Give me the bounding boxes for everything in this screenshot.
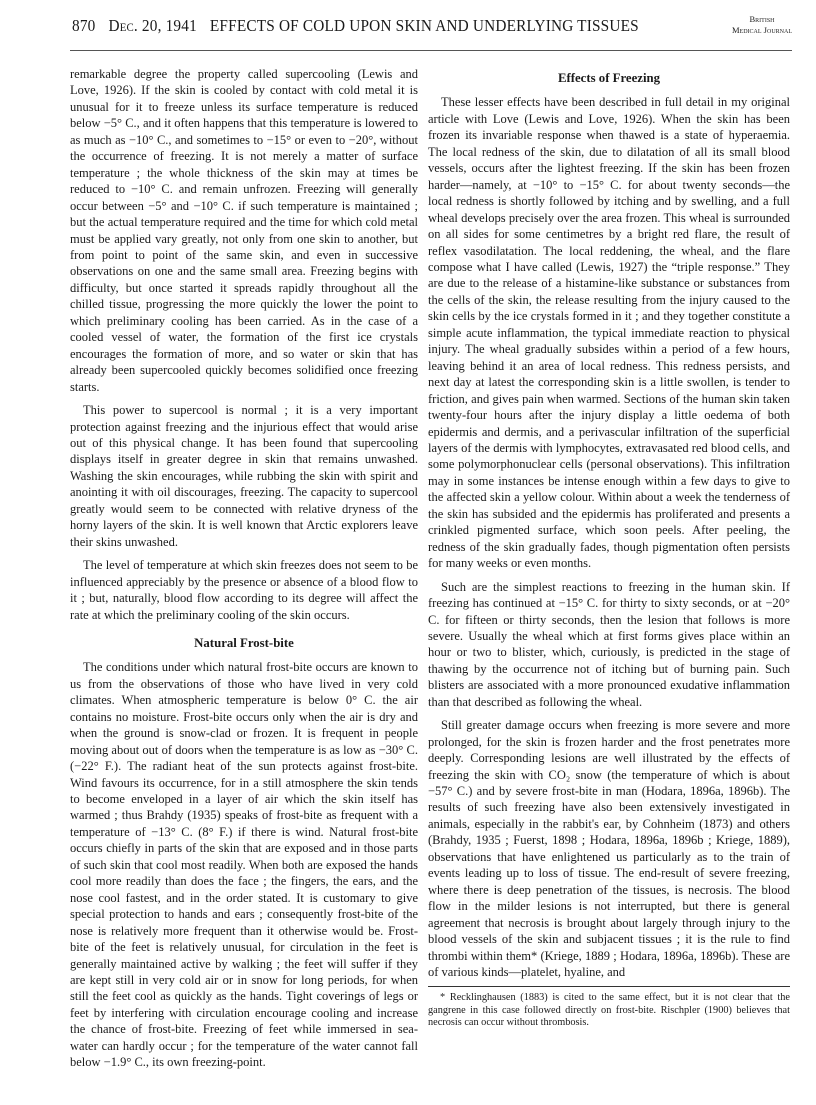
footnote: * Recklinghausen (1883) is cited to the same effect, but it is not clear that the gangrene in this case followed directly on frost-bite. Rischpler (1900) believes that necrosis can occur without thrombosis. (428, 992, 790, 1029)
paragraph: Such are the simplest reactions to freezing in the human skin. If freezing has continued at −15° C. for thirty to sixty seconds, or at −20° C. for fifteen or thirty seconds, then the lesion that follows is more severe. Usually the wheal which at first forms gives place within an hour or two to blister, which, curiously, is predicted in the stage of thawing by the occurrence not of itching but of burning pain. Such blisters are associated with a more pronounced exudative inflammation than that described as following the wheal. (428, 579, 790, 709)
paragraph: The level of temperature at which skin freezes does not seem to be influenced appreciably by the presence or absence of a blood flow to it ; but, naturally, blood flow according to its degree will affect the rate at which the preliminary cooling of the skin occurs. (70, 558, 418, 622)
section-heading: Natural Frost-bite (194, 635, 294, 650)
issue-date: Dec. 20, 1941 (108, 16, 197, 35)
paragraph: Still greater damage occurs when freezing is more severe and more prolonged, for the skin is frozen harder and the frost penetrates more deeply. Corresponding lesions are well illustrated by the effects of freezing the skin with CO₂ snow (the temperature of which is about −57° C.) and by severe frost-bite in man (Hodara, 1896a, 1896b). The results of such freezing have also been extensively investigated in animals, especially in the rabbit's ear, by Cohnheim (1873) and others (Brahdy, 1935 ; Fuerst, 1898 ; Hodara, 1896a, 1896b ; Kriege, 1889), observations that have enlightened us particularly as to the train of events leading up to loss of tissue. The end-result of severe freezing, where there is deep penetration of the tissues, is necrosis. The blood flow in the milder lesions is not interrupted, but there is general agreement that necrosis is brought about largely through injury to the blood vessels of the skin and subjacent tissues ; it is the rule to find thrombi within them* (Kriege, 1889 ; Hodara, 1896a, 1896b). These are of various kinds—platelet, hyaline, and (428, 718, 790, 980)
journal-name-line2: Medical Journal (732, 25, 792, 35)
footnote-rule (428, 986, 790, 987)
paragraph: This power to supercool is normal ; it is a very important protection against freezing and the injurious effect that would arise out of this physical change. It has been found that supercooling displays itself in greater degree in skin that remains unwashed. Washing the skin encourages, while rubbing the skin with spirit and anointing it with oil discourages, freezing. The capacity to supercool greatly would seem to be connected with relative dryness of the horny layers of the skin. It is well known that Arctic explorers leave their skins unwashed. (70, 403, 418, 549)
right-column (428, 66, 790, 1030)
paragraph: These lesser effects have been described in full detail in my original article with Love (Lewis and Love, 1926). When the skin has been frozen its invariable response when thawed is a state of hyperaemia. The local redness of the skin, due to dilatation of all its small blood vessels, occurs after the lightest freezing. If the skin has been frozen harder—namely, at −10° to −15° C. for about twenty seconds—the local redness is shortly followed by itching and by swelling, and a full wheal develops precisely over the area frozen. This wheal is surrounded on all sides for some centimetres by a bright red flare, the result of reflex vasodilatation. The local reddening, the wheal, and the flare compose what I have called (Lewis, 1927) the “triple response.” They are due to the release of a histamine-like substance or substances from the cells of the skin, the release resulting from the injury caused to the skin cells by the ice crystals formed in it ; and they together constitute a simple acute inflammation, the typical immediate reaction to physical injury. The wheal gradually subsides within a period of a few hours, leaving behind it an area of local redness. This redness persists, and next day at latest the corresponding skin is a little swollen, is tender to friction, and gives pain when warmed. Sections of the human skin taken twenty-four hours after the injury display a little oedema of both epidermis and dermis, and a perivascular infiltration of the superficial layers of the dermis with lymphocytes, extravasated red blood cells, and some polymorphonuclear cells (personal observations). This infiltration may in some instances be intense enough within a few days to give to the affected skin a yellow colour. Within about a week the tenderness of the skin has subsided and the epidermis has proliferated and presents a crinkled pigmented surface, which soon peels. After peeling, the redness of the skin gradually fades, though pigmentation often persists for many weeks or even months. (428, 95, 790, 571)
journal-name (732, 14, 792, 36)
section-heading: Effects of Freezing (557, 71, 661, 85)
paragraph: The conditions under which natural frost-bite occurs are known to us from the observations of those who have lived in very cold climates. When atmospheric temperature is below 0° C. the air contains no moisture. Frost-bite occurs only when the air is dry and when the ground is snow-clad or frozen. It is frequent in people moving about out of doors when the temperature is as low as −30° C. (−22° F.). The radiant heat of the sun protects against frost-bite. Wind favours its occurrence, for in a still atmosphere the skin tends to become enveloped in a layer of air which the skin itself has warmed ; thus Brahdy (1935) speaks of frost-bite as frequent with a temperature of −13° C. (8° F.) if there is wind. Natural frost-bite occurs chiefly in parts of the skin that are exposed and in those parts of such skin that cool most readily. When both are exposed the hands cool more readily than does the face ; the fingers, the ears, and the nose cool fastest, and in the order stated. It is customary to give special protection to hands and ears ; consequently frost-bite of the nose is relatively more frequent than it otherwise would be. Frost-bite of the feet is relatively unusual, for circulation in the feet is generally maintained active by walking ; the feet will suffer if they are kept still in very cold air or in snow for long periods, for when still the feet cool as quickly as the hands. Tight coverings of legs or feet by interfering with circulation encourage cooling and increase the chance of frost-bite. Freezing of feet while immersed in sea-water can hardly occur ; for the temperature of the water cannot fall below −1.9° C., its own freezing-point. (70, 660, 418, 1070)
page-number: 870 (72, 16, 96, 35)
article-title: EFFECTS OF COLD UPON SKIN AND UNDERLYING TISSUES (209, 16, 639, 35)
header-rule (70, 50, 792, 51)
header-line (72, 16, 648, 36)
running-header (72, 12, 792, 42)
left-column (70, 66, 418, 1078)
paragraph: remarkable degree the property called supercooling (Lewis and Love, 1926). If the skin is cooled by contact with cold metal it is unusual for it to freeze unless its surface temperature is reduced below −5° C., and it often happens that this temperature is lowered to as much as −10° C., and sometimes to −15° or even to −20°, without the occurrence of freezing. It is not merely a matter of surface temperature ; the whole thickness of the skin may at times be reduced to −10° C. and remain unfrozen. Freezing will generally occur between −5° and −10° C. if such temperature is maintained ; but the actual temperature required and the time for which cold metal must be applied vary greatly, not only from one skin to another, but from point to point of the same skin, and even in successive observations on one and the same small area. Freezing begins with difficulty, but once started it spreads rapidly throughout all the chilled tissue, progressing the more quickly the lower the point to which preliminary cooling has been carried. As in the case of a cooled vessel of water, the formation of the first ice crystals encourages the formation of more, and so water or skin that has already been supercooled quickly becomes solidified once freezing starts. (70, 67, 418, 394)
journal-name-line1: British (749, 14, 775, 24)
